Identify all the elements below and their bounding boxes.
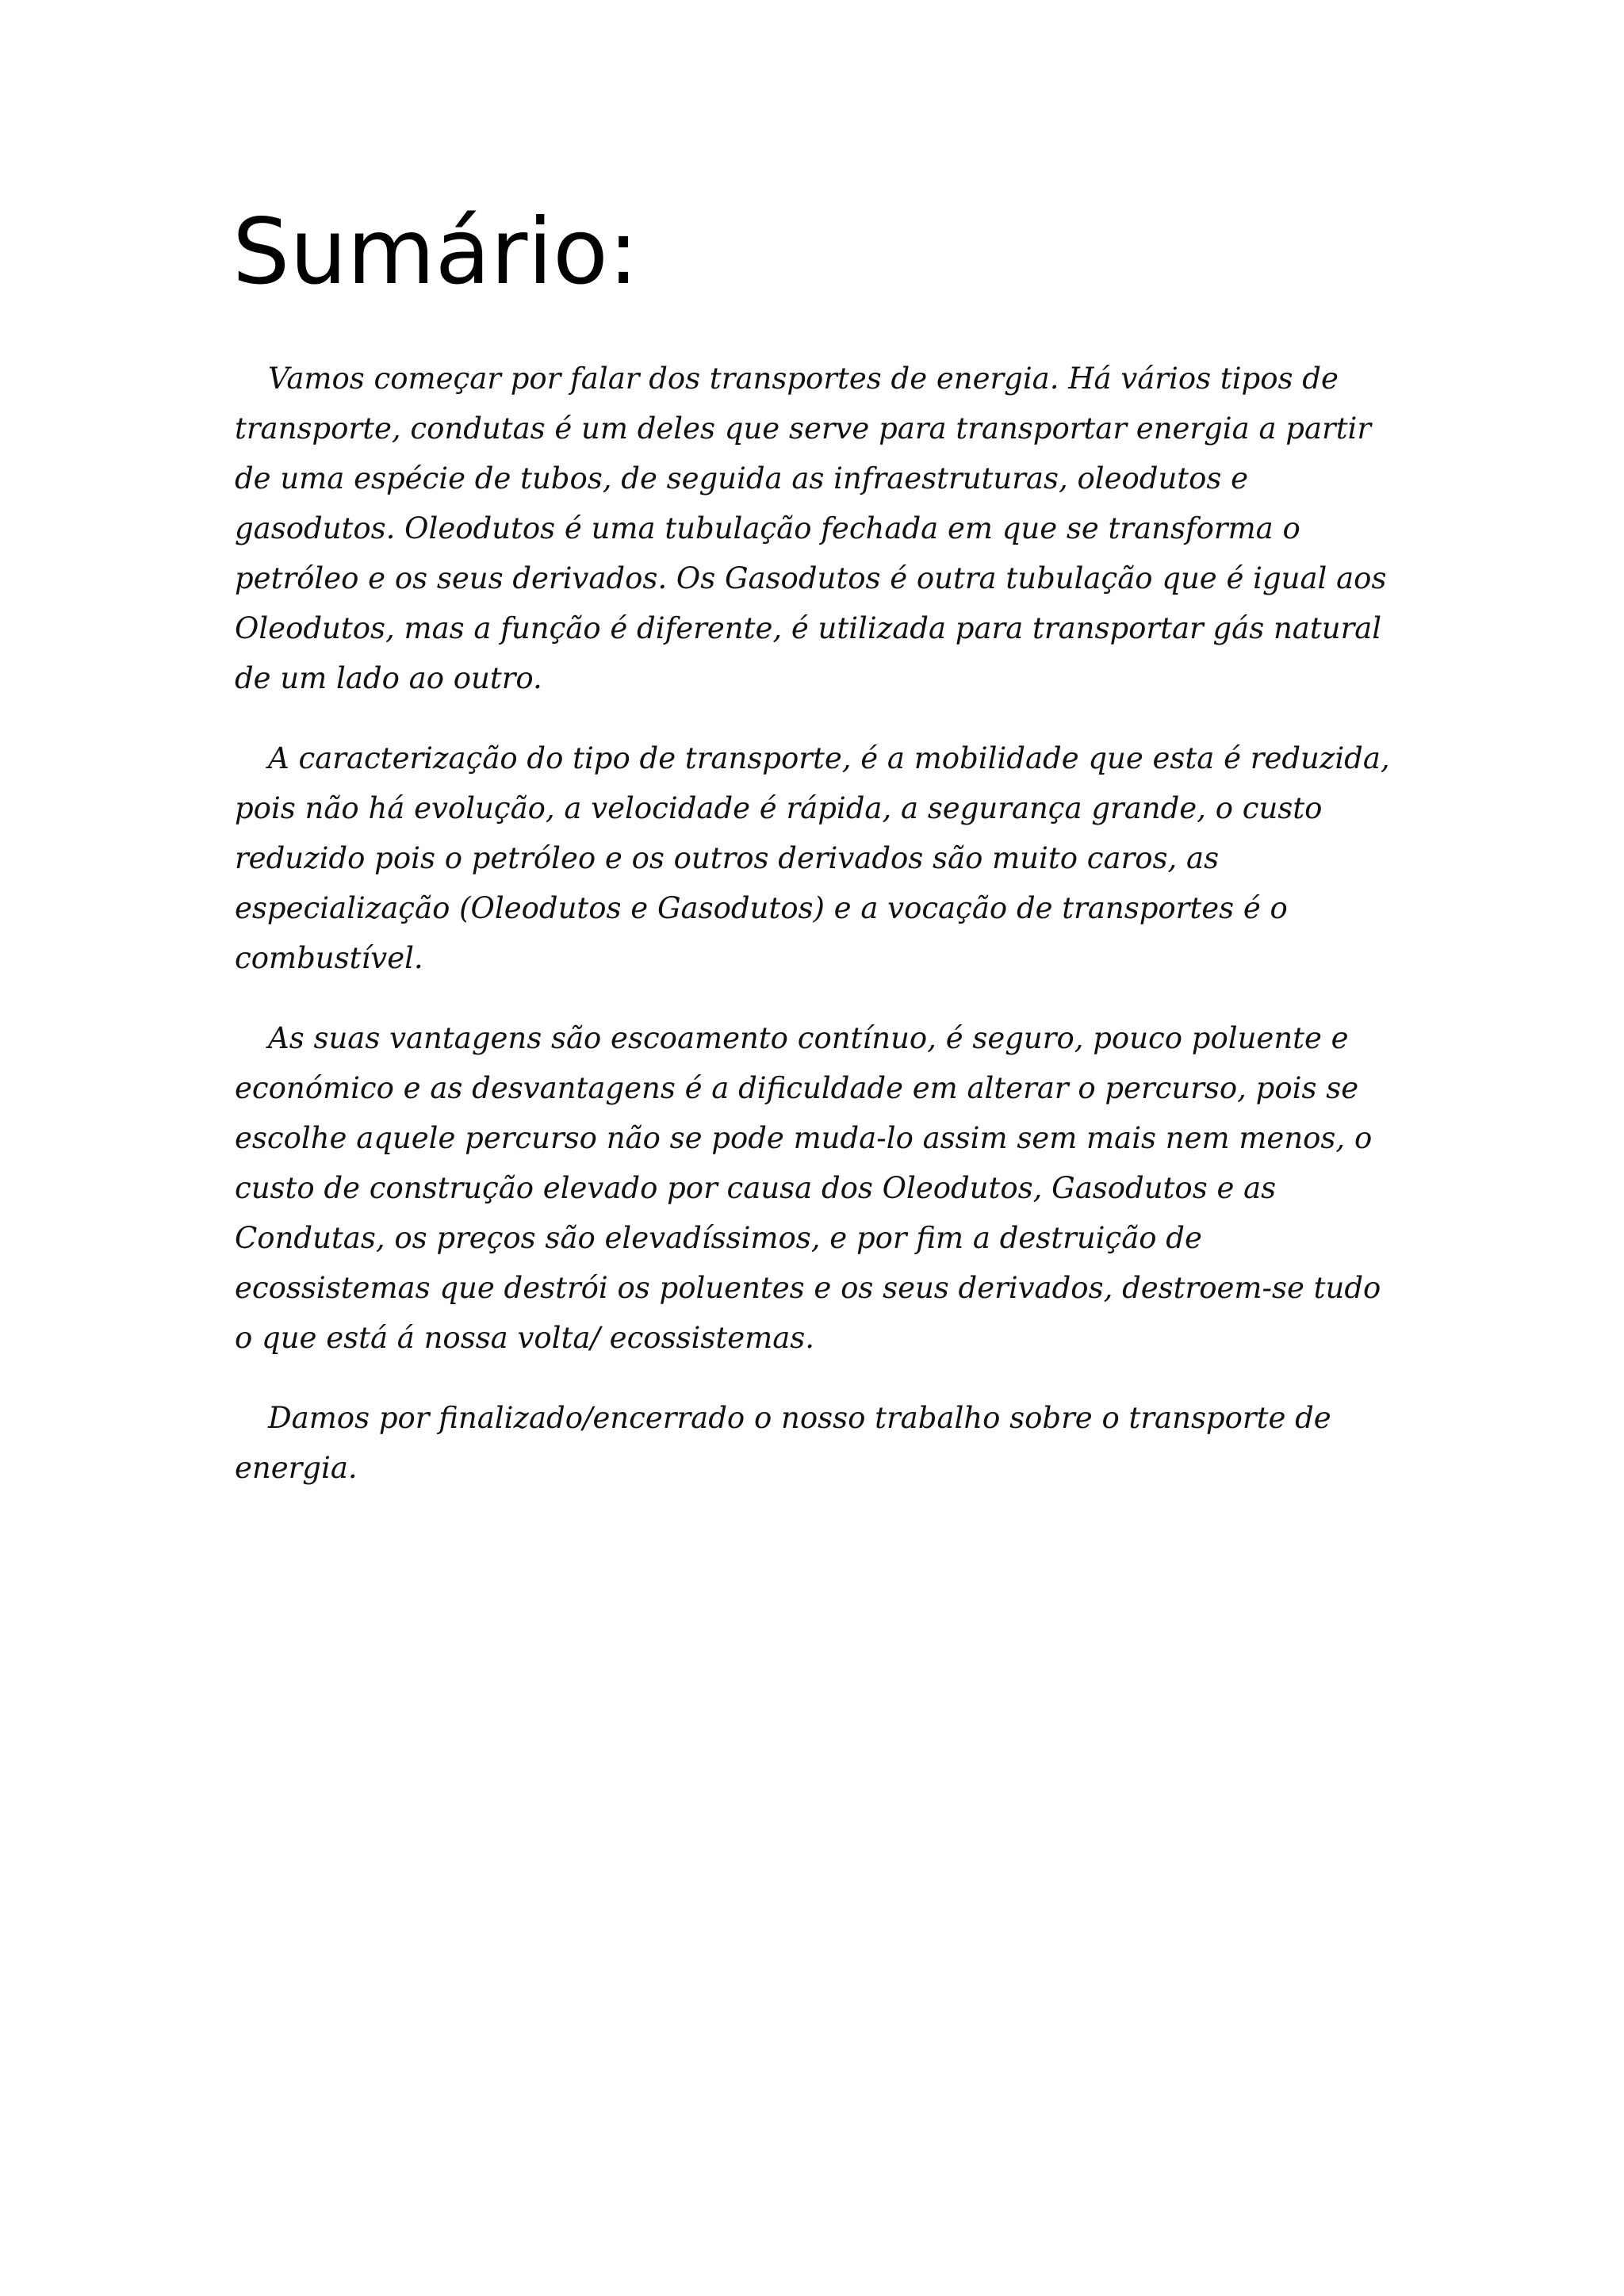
paragraph-advantages-disadvantages: As suas vantagens são escoamento contínuo, é seguro, pouco poluente e económico e as desvantagens é a dificuldade em alterar o percurso, pois se escolhe aquele percurso não se pode muda-lo assim sem mais nem menos, o custo de construção elevado por causa dos Oleodutos, Gasodutos e as Condutas, os preços são elevadíssimos, e por fim a destruição de ecossistemas que destrói os poluentes e os seus derivados, destroem-se tudo o que está á nossa volta/ ecossistemas. [235, 1021, 1381, 1355]
paragraph-intro: Vamos começar por falar dos transportes de energia. Há vários tipos de transporte, condutas é um deles que serve para transportar energia a partir de uma espécie de tubos, de seguida as infraestruturas, oleodutos e gasodutos. Oleodutos é uma tubulação fechada em que se transforma o petróleo e os seus derivados. Os Gasodutos é outra tubulação que é igual aos Oleodutos, mas a função é diferente, é utilizada para transportar gás natural de um lado ao outro. [235, 362, 1387, 695]
document-body [235, 354, 1404, 1523]
page-title: Sumário: [232, 199, 639, 304]
paragraph-characterization: A caracterização do tipo de transporte, é a mobilidade que esta é reduzida, pois não há evolução, a velocidade é rápida, a segurança grande, o custo reduzido pois o petróleo e os outros derivados são muito caros, as especialização (Oleodutos e Gasodutos) e a vocação de transportes é o combustível. [235, 741, 1390, 975]
paragraph-conclusion: Damos por finalizado/encerrado o nosso trabalho sobre o transporte de energia. [235, 1401, 1331, 1485]
